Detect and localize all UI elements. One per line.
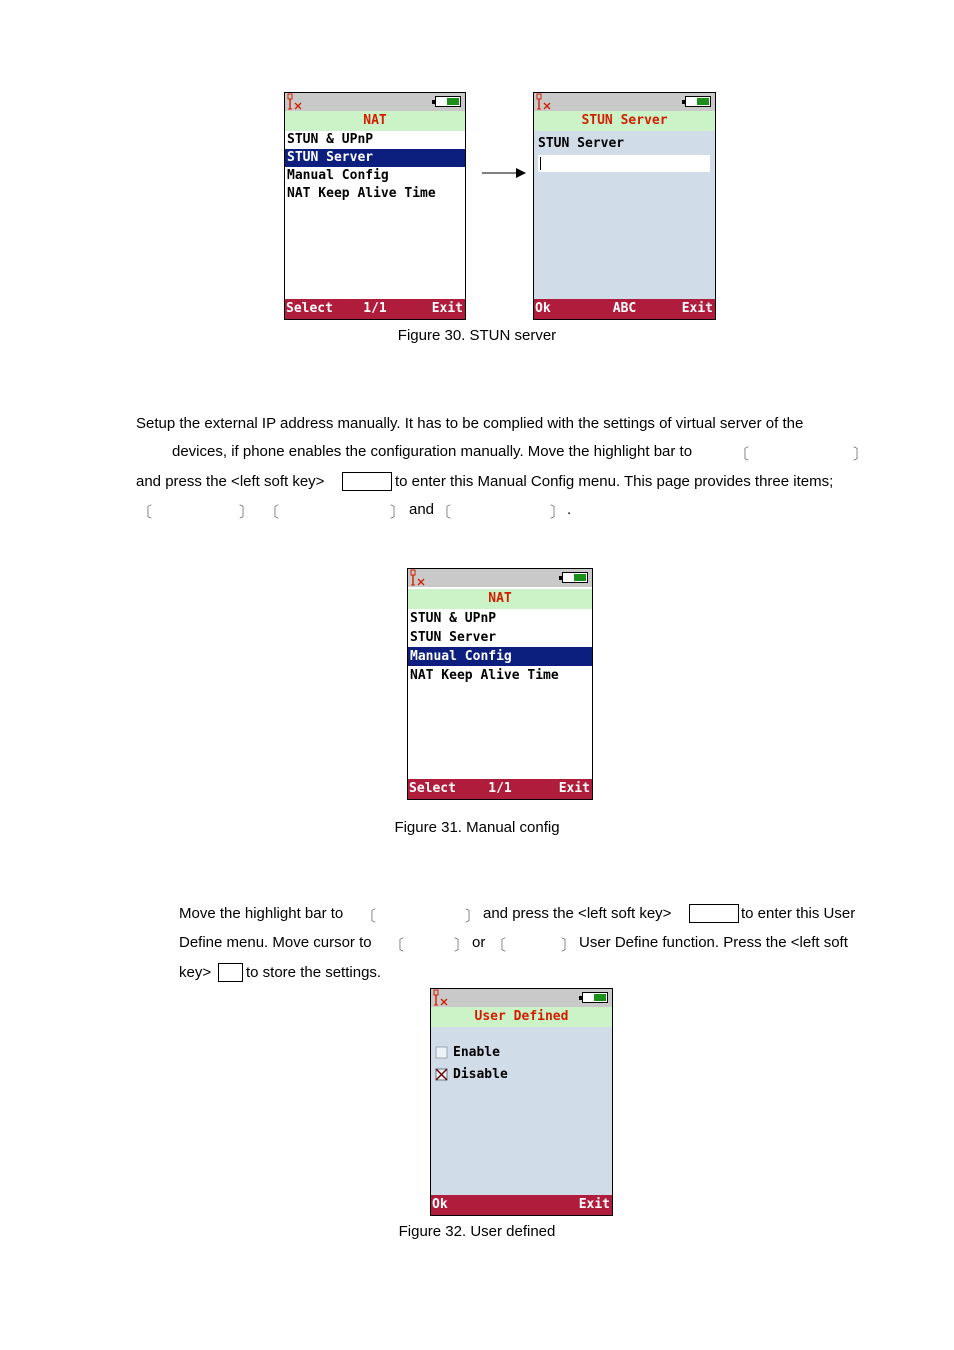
softkey-select[interactable]: Select — [409, 781, 456, 796]
fig32-user-defined-screen — [430, 988, 613, 1216]
antenna-no-signal-icon — [535, 93, 555, 111]
menu-item-stun-upnp[interactable]: STUN & UPnP — [287, 132, 374, 147]
bracket-close: 〕 — [465, 908, 481, 925]
stun-server-input[interactable] — [538, 155, 710, 172]
menu-item-manual-config[interactable]: Manual Config — [287, 168, 389, 183]
bracket-open: 〔 — [389, 937, 405, 954]
antenna-no-signal-icon — [286, 93, 306, 111]
field-label: STUN Server — [538, 136, 625, 151]
screen-title: NAT — [408, 589, 592, 609]
nat-menu-list — [408, 609, 592, 685]
battery-icon — [582, 992, 608, 1003]
left-softkey-box — [218, 963, 243, 982]
softkey-exit[interactable]: Exit — [558, 781, 590, 796]
paragraph-line: and press the <left soft key> — [136, 473, 325, 490]
status-bar — [285, 93, 465, 111]
figure-caption: Figure 30. STUN server — [397, 327, 557, 344]
bracket-open: 〔 — [491, 937, 507, 954]
paragraph-word: or — [472, 934, 486, 951]
antenna-no-signal-icon — [432, 989, 452, 1007]
bracket-open: 〔 — [436, 504, 452, 521]
input-mode-indicator: ABC — [612, 301, 637, 316]
paragraph-line: Define menu. Move cursor to — [179, 934, 372, 951]
paragraph-line: to enter this User — [741, 905, 856, 922]
paragraph-line: devices, if phone enables the configuration manually. Move the highlight bar to — [172, 443, 693, 460]
bracket-open: 〔 — [361, 908, 377, 925]
checkbox-checked-icon — [435, 1068, 449, 1082]
paragraph-line: Move the highlight bar to — [179, 905, 344, 922]
bracket-close: 〕 — [454, 937, 470, 954]
paragraph-period: . — [567, 501, 572, 518]
screen-title: STUN Server — [534, 111, 715, 131]
option-label: Enable — [453, 1045, 500, 1060]
softkey-bar — [431, 1195, 612, 1215]
figure-caption: Figure 32. User defined — [398, 1223, 556, 1240]
bracket-close: 〕 — [239, 504, 255, 521]
paragraph-word: and — [409, 501, 435, 518]
status-bar — [534, 93, 715, 111]
left-softkey-box — [342, 472, 392, 491]
battery-icon — [562, 572, 588, 583]
left-softkey-box — [689, 904, 739, 923]
paragraph-line: and press the <left soft key> — [483, 905, 672, 922]
arrow-right-icon — [480, 166, 528, 180]
paragraph-line: to enter this Manual Config menu. This page provides three items; — [395, 473, 834, 490]
paragraph-line: Setup the external IP address manually. It has to be complied with the settings of virtual server of the — [136, 415, 804, 432]
softkey-bar — [285, 299, 465, 319]
text-cursor — [540, 157, 541, 170]
bracket-open: 〔 — [137, 504, 153, 521]
softkey-ok[interactable]: Ok — [432, 1197, 448, 1212]
fig30-stun-server-screen — [533, 92, 716, 320]
menu-item-stun-server[interactable]: STUN Server — [285, 149, 465, 167]
paragraph-line: to store the settings. — [246, 964, 382, 981]
figure-caption: Figure 31. Manual config — [394, 819, 560, 836]
bracket-close: 〕 — [561, 937, 577, 954]
softkey-exit[interactable]: Exit — [431, 301, 463, 316]
paragraph-line: key> — [179, 964, 212, 981]
options-body — [431, 1027, 612, 1195]
page-indicator: 1/1 — [363, 301, 387, 316]
menu-item-nat-keep-alive[interactable]: NAT Keep Alive Time — [287, 186, 436, 201]
menu-item-manual-config[interactable]: Manual Config — [408, 647, 592, 666]
status-bar — [408, 569, 592, 587]
bracket-close: 〕 — [390, 504, 406, 521]
screen-title: User Defined — [431, 1007, 612, 1027]
softkey-exit[interactable]: Exit — [681, 301, 713, 316]
bracket-close: 〕 — [550, 504, 566, 521]
battery-icon — [685, 96, 711, 107]
nat-menu-list — [285, 131, 465, 203]
fig30-nat-menu-screen — [284, 92, 466, 320]
softkey-exit[interactable]: Exit — [578, 1197, 610, 1212]
antenna-no-signal-icon — [409, 569, 429, 587]
page-indicator: 1/1 — [488, 781, 512, 796]
fig31-nat-menu-screen — [407, 568, 593, 800]
softkey-ok[interactable]: Ok — [535, 301, 551, 316]
status-bar — [431, 989, 612, 1007]
menu-item-stun-upnp[interactable]: STUN & UPnP — [410, 611, 497, 626]
bracket-close: 〕 — [853, 446, 869, 463]
bracket-open: 〔 — [264, 504, 280, 521]
softkey-bar — [534, 299, 715, 319]
softkey-select[interactable]: Select — [286, 301, 333, 316]
checkbox-unchecked-icon — [435, 1046, 449, 1060]
paragraph-line: User Define function. Press the <left soft — [579, 934, 848, 951]
menu-item-stun-server[interactable]: STUN Server — [410, 630, 497, 645]
menu-item-nat-keep-alive[interactable]: NAT Keep Alive Time — [410, 668, 559, 683]
battery-icon — [435, 96, 461, 107]
bracket-open: 〔 — [734, 446, 750, 463]
softkey-bar — [408, 779, 592, 799]
form-body — [534, 131, 715, 299]
screen-title: NAT — [285, 111, 465, 131]
option-label: Disable — [453, 1067, 508, 1082]
